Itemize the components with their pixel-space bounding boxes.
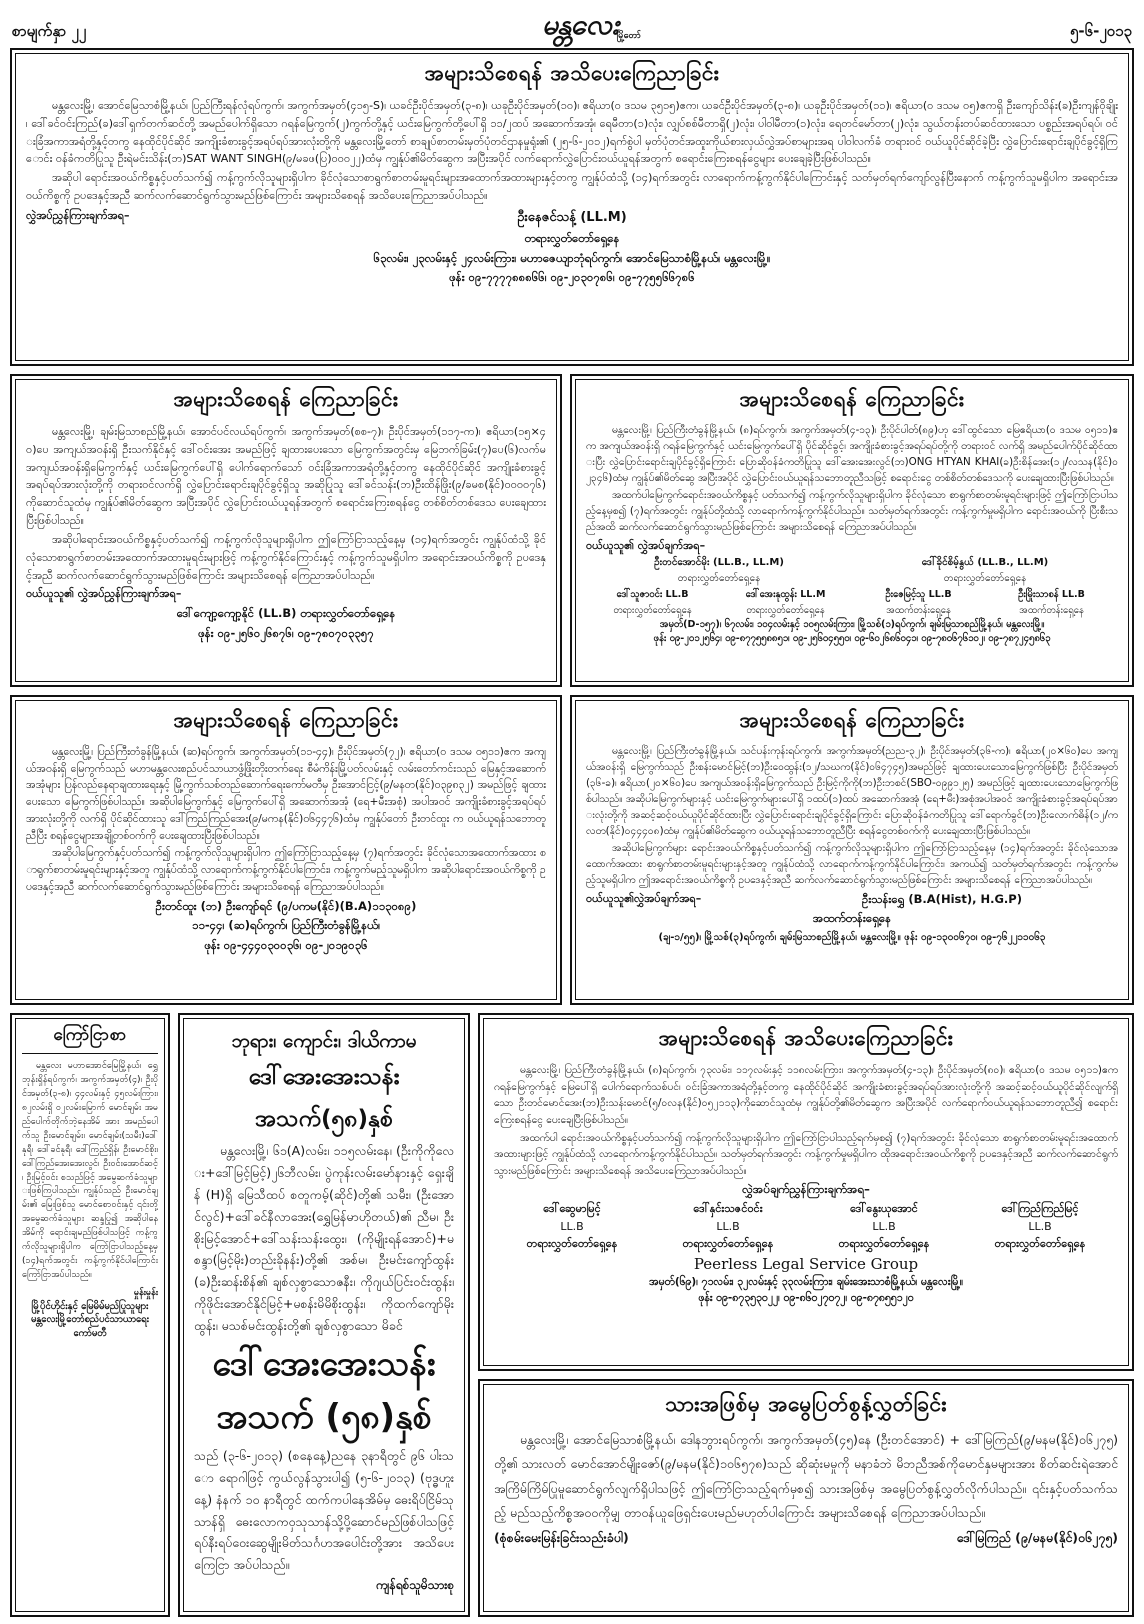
notice-announcement-4	[10, 695, 562, 1005]
lawyer-role: အထက်တန်းရှေ့နေ	[812, 911, 892, 926]
deceased-age: အသက် (၅၈)နှစ်	[216, 1396, 432, 1437]
notice-paragraph: အဆိုပါရောင်းအဝယ်ကိစ္စနှင့်ပတ်သက်၍ ကန့်ကွက်လိုသူများရှိပါက ဤကြော်ငြာသည့်နေ့မှ (၁၄)ရက်အတွင်း ကျွန်ုပ်ထံသို့ ခိုင်လုံသောစာရွက်စာတမ်းအထောက်အထားမူရင်းများဖြင့် ကန့်ကွက်နိုင်ကြောင်းနှင့် ကန့်ကွက်သူမရှိပါက အရောင်းအဝယ်ကိစ္စကို ဥပဒေနှင့်အညီ ဆက်လက်ဆောင်ရွက်သွားမည်ဖြစ်ကြောင်း အများသိစေရန် ကြေညာအပ်ပါသည်။	[26, 532, 546, 582]
instruction-label: လွှဲအပ်ညွှန်ကြားချက်အရ–	[26, 208, 130, 222]
signer-name: ဦးတင်ထူး (ဘ) ဦးကျော်ရင် (၉/ပကမ(နိုင်)(B.A)၁၁၃၀၈၉)	[155, 898, 417, 913]
obituary-funeral-paragraph: သည် (၃-၆-၂၀၁၃) (စနေနေ့)ညနေ ၃နာရီတွင် ၉၆ ပါးသော ရောဂါဖြင့် ကွယ်လွန်သွားပါ၍ (၅-၆-၂၀၁၃) (ဗုဒ္ဓဟူးနေ့) နံနက် ၁၀ နာရီတွင် ထက်ကပါနေအိမ်မှ ဓေးရိပ်ငြိမ်သုသာန်ရှိ ဓေးလောကဝှသုသာန်သို့ပို့ဆောင်မည်ဖြစ်ပါသဖြင့် ရပ်နီးရပ်ဝေးဆွေမျိုးမိတ်သင်္ဂဟအပေါင်းတို့အား အသိပေးကြေငြာ အပ်ပါသည်။	[194, 1447, 454, 1573]
lawyer-role: တရားလွှတ်တော်ရှေ့နေ	[524, 230, 620, 245]
notice-paragraph: မန္တလေးမြို့၊ ပြည်ကြီးတံခွန်မြို့နယ်၊ သင်ပန်းကုန်းရပ်ကွက်၊ အကွက်အမှတ်(ညည-၃၂)၊ ဦးပိုင်အမှတ်(၃၆-က)၊ ဧရိယာ(၂၀×၆၀)ပေ အကျယ်အဝန်းရှိ မြေကွက်သည် ဦးစန်းမောင်မြင့်(ဘ)ဦးဝေထွန်း(၁၂/သဃက(နိုင်)၀၆၄၇၄၅)အမည်ဖြင့် ချထားပေးသောမြေကွက်ဖြစ်ပြီး ဦးပိုင်အမှတ်(၃၆-ခ)၊ ဧရိယာ(၂၀×၆၀)ပေ အကျယ်အဝန်းရှိမြေကွက်သည် ဦးမြင့်ကိုကို(ဘ)ဦးဘစင်(SBO-၀၉၉၁၂၅) အမည်ဖြင့် ချထားပေးသောမြေကွက်ဖြစ်ပါသည်။ အဆိုပါမြေကွက်များနှင့် ယင်းမြေကွက်များပေါ်ရှိ ၁ထပ်(၁)ထပ် အဆောက်အအုံ (ရေ+မီး)အစုံအပါအဝင် အကျိုးခံစားခွင့်အရပ်ရပ်အားလုံးတို့ကို အဆင့်ဆင့်ဝယ်ယူပိုင်ဆိုင်ထားပြီး လွှဲပြောင်းရောင်းချပိုင်ခွင့်ရှိကြောင်း ပြောဆိုဝန်ခံကတိပြုသူ ဒေါ်ရောက်ခွင်(ဘ)ဦးလောက်ဓိန်(၁၂/ကလတ(နိုင်)၀၄၄၄၀၈)ထံမှ ကျွန်ုပ်၏မိတ်ဆွေက ဝယ်ယူရန်သဘောတူညီပြီး စရန်ငွေတစ်ဝက်ကို ပေးချေထားပြီးဖြစ်ပါသည်။	[586, 745, 1118, 837]
issue-date: ၅-၆-၂၀၁၃	[1069, 22, 1132, 40]
signer-phone: ဖုန်း ၀၉-၄၄၄၀၃၀၀၃၆၊ ၀၉-၂၀၁၉၀၃၆	[204, 937, 368, 952]
masthead	[10, 6, 1134, 46]
notice-paragraph: အထက်ပါ ရောင်းအဝယ်ကိစ္စနှင့်ပတ်သက်၍ ကန့်ကွက်လိုသူများရှိပါက ဤကြော်ငြာပါသည့်ရက်မှစ၍ (၇)ရက်အတွင်း ခိုင်လုံသော စာရွက်စာတမ်းမူရင်းအထောက်အထားများဖြင့် ကျွန်ုပ်ထံသို့ လာရောက်ကန့်ကွက်နိုင်ပါသည်။ သတ်မှတ်ရက်အတွင်း ကန့်ကွက်မှုမရှိပါက ထိုအရောင်းအဝယ်ကိစ္စကို ဥပဒေနှင့်အညီ ဆက်လက်ဆောင်ရွက်သွားမည်ဖြစ်ကြောင်း အများသိစေရန် အသိပေးကြေညာအပ်ပါသည်။	[494, 1131, 1118, 1177]
inquiry-note: (စုံစမ်းမေးမြန်းခြင်းသည်းခံပါ)	[494, 1529, 629, 1545]
newspaper-logo	[480, 6, 680, 42]
signer-organization: မြို့ပိုင်ဟိုင်းနှင့် မြေမိမ်မည်ပြုသူများ မန္တလေးမြို့တော်စည်ပင်သာယာရေးကော်မတီ	[30, 1301, 150, 1339]
notice-paragraph: မန္တလေးမြို့၊ ပြည်ကြီးတံခွန်မြို့နယ်၊ (ဆ)ရပ်ကွက်၊ အကွက်အမှတ်(၁၁-၄၄)၊ ဦးပိုင်အမှတ်(၇၂)၊ ဧရိယာ(၀ ဒသမ ၀၅၁၁)ဧက အကျယ်အဝန်းရှိ မြေကွက်သည် မဟာမန္တလေးစည်ပင်သာယာဖွံ့ဖြိုးတိုးတက်ရေး စီမံကိန်းမြို့ပတ်လမ်းနှင့် လမ်းတော်ကင်းသည် မြေနှင့်အဆောက်အအုံများ ပြန်လည်နေရာချထားရေးနှင့် မြို့ကွက်သစ်တည်ဆောက်ရေးကော်မတီမှ ဦးအောင်ငြင့်(၉/မနတ(နိုင်)၀၃၉၈၃၂) အမည်ဖြင့် ချထားပေးသော မြေကွက်ဖြစ်ပါသည်။ အဆိုပါမြေကွက်နှင့် မြေကွက်ပေါ်ရှိ အဆောက်အအုံ (ရေ+မီးအစုံ) အပါအဝင် အကျိုးခံစားခွင့်အရပ်ရပ်အားလုံးတို့ကို လက်ရှိ ပိုင်ဆိုင်ထားသူ ဒေါ်ကြည်ကြည်အေး(၉/မကန(နိုင်)၀၆၄၄၇၆)ထံမှ ကျွန်ုပ်တော် ဦးတင်ထူး က ဝယ်ယူရန်သဘောတူညီပြီး စရန်ငွေများအချို့တစ်ဝက်ကို ပေးချေထားပြီးဖြစ်ပါသည်။	[26, 746, 546, 842]
lawyer-phone: ဖုန်း ၀၉-၂၀၁၂၅၆၄၊ ၀၉-၈၇၇၅၅၈၈၅၁၊ ၀၉-၂၅၆၀၄၅၅၀၊ ၀၉-၆၀၂၆၈၆၀၄၁၊ ၀၉-၇၈၀၆၇၆၁၀၂၊ ၀၉-၇၈၇၂၄၅၈၆၃	[653, 632, 1051, 644]
lawyer-phone: ဖုန်း ၀၉-၈၇၃၅၃၀၂၂၊ ၀၉-၈၆၀၂၇၀၇၂၊ ၀၉-၈၇၈၅၅၁၂၀	[698, 1291, 914, 1304]
legal-group-name: Peerless Legal Service Group	[693, 1254, 919, 1273]
notice-advertisement	[10, 1013, 170, 1617]
lawyer-entry: ဒေါ်ကြည်ကြည်မြင့် LL.B တရားလွှတ်တော်ရှေ့နေ	[994, 1202, 1086, 1251]
lawyer-phone: ဖုန်း ၀၉-၂၅၆၀၂၆၈၇၆၊ ၀၉-၇၈၀၇၀၃၃၅၇	[198, 625, 374, 640]
lawyer-entry: ဒေါ်အေးနုထွန်း LL.M တရားလွှတ်တော်ရှေ့နေ	[745, 589, 826, 616]
lawyer-entry: ဦးဇေမြင့်သူ LL.B အထက်တန်းရှေ့နေ	[885, 589, 952, 616]
notice-disinheritance	[478, 1379, 1134, 1617]
lawyer-entry: ဒေါ်နှင်းသဇင်ဝင်း LL.B တရားလွှတ်တော်ရှေ့နေ	[682, 1202, 774, 1251]
notice-title: အများသိစေရန် ကြေညာခြင်း	[739, 387, 965, 411]
deceased-name-header: ဒေါ်အေးအေးသန်း	[248, 1064, 400, 1091]
instruction-label: လွှဲအပ်ချက်ညွှန်ကြားချက်အရ–	[742, 1182, 870, 1197]
page-number: စာမျက်နှာ ၂၂	[12, 22, 87, 40]
notice-paragraph: မန္တလေးမြို့၊ ပြည်ကြီးတံခွန်မြို့နယ်၊ (၈)ရပ်ကွက်၊ ၇၃လမ်း၊ ၁၁၇လမ်းနှင့် ၁၁၈လမ်းကြား၊ အကွက်အမှတ်(၄-၁၃)၊ ဦးပိုင်အမှတ်(၈၀)၊ ဧရိယာ(၀ ဒသမ ၀၅၁၁)ဧက ဂရန်မြေကွက်နှင့် မြေပေါ်ရှိ ပေါက်ရောက်သစ်ပင်၊ ဝင်းခြံအကာအရံတို့နှင့်တကွ နေထိုင်ပိုင်ဆိုင် အကျိုးခံစားခွင့်အရပ်ရပ်အားလုံးတို့ကို အဆင့်ဆင့်ဝယ်ယူပိုင်ဆိုင်လျက်ရှိသော ဦးတင်မောင်အေး(ဘ)ဦးသန်းမောင်(၅/ဝလန(နိုင်)၀၅၂၁၁၃)ကိုဆောင်သူထံမှ ကျွန်ုပ်တို့၏မိတ်ဆွေက အပြီးအပိုင် လက်ရောက်ဝယ်ယူရန်သဘောတူညီ၍ စရောင်းကြေးစရန်ငွေ ပေးချေပြီးဖြစ်ပါသည်။	[494, 1064, 1118, 1126]
notice-title: ကြော်ငြာစာ	[22, 1024, 158, 1054]
notice-paragraph: အဆိုပါမြေကွက်နှင့်ပတ်သက်၍ ကန့်ကွက်လိုသူများရှိပါက ဤကြော်ငြာသည့်နေ့မှ (၇)ရက်အတွင်း ခိုင်လုံသောအထောက်အထား စာရွက်စာတမ်းမူရင်းများနှင့်အတူ ကျွန်ုပ်ထံသို့ လာရောက်ကန့်ကွက်နိုင်ပါကြောင်း၊ ကန့်ကွက်မည့်သူမရှိပါက အဆိုပါရောင်းအဝယ်ကိစ္စကို ဥပဒေနှင့်အညီ ဆက်လက်ဆောင်ရွက်သွားမည်ဖြစ်ကြောင်း အများသိစေရန် ကြေညာအပ်ပါသည်။	[26, 847, 546, 893]
notice-paragraph: အဆိုပါမြေကွက်များ ရောင်းအဝယ်ကိစ္စနှင့်ပတ်သက်၍ ကန့်ကွက်လိုသူများရှိပါက ဤကြော်ငြာသည့်နေ့မှ (၁၄)ရက်အတွင်း ခိုင်လုံသောအထောက်အထား စာရွက်စာတမ်းမူရင်းများနှင့်အတူ ကျွန်ုပ်ထံသို့ လာရောက်ကန့်ကွက်နိုင်ပါကြောင်း၊ အကယ်၍ သတ်မှတ်ရက်အတွင်း ကန့်ကွက်မည့်သူမရှိပါက ဤအရောင်းအဝယ်ကိစ္စကို ဥပဒေနှင့်အညီ ဆက်လက်ဆောင်ရွက်သွားမည်ဖြစ်ကြောင်း အများသိစေရန် ကြေညာအပ်ပါသည်။	[586, 841, 1118, 886]
notice-announcement-5	[570, 695, 1134, 1005]
instruction-label: ဝယ်ယူသူ၏လွှဲအပ်ချက်အရ–	[586, 891, 702, 905]
family-signature: ကျန်ရစ်သူမိသားစု	[375, 1578, 454, 1593]
obituary-title-line: ဘုရား၊ ကျောင်း၊ ဒါယိကာမ	[231, 1030, 417, 1052]
notice-paragraph: မန္တလေးမြို့၊ ပြည်ကြီးတံခွန်မြို့နယ်၊ (၈)ရပ်ကွက်၊ အကွက်အမှတ်(၄-၁၃)၊ ဦးပိုင်ပါတ်(၈၉)ဟု ဒေါ်ထွင်သော မြေဧရိယာ(၀ ဒသမ ၀၅၁၁)ဧက အကျယ်အဝန်းရှိ ဂရန်မြေကွက်နှင့် ယင်းမြေကွက်ပေါ်ရှိ ပိုင်ဆိုင်ခွင့်၊ အကျိုးခံစားခွင့်အရပ်ရပ်တို့ကို တရားဝင် လက်ရှိ အမည်ပေါက်ပိုင်ဆိုင်ထားပြီး လွှဲပြောင်းရောင်းချပိုင်ခွင့်ရှိကြောင်း ပြောဆိုဝန်ခံကတိပြုသူ ဒေါ်အေးအေးလွင်(ဘ)ONG HTYAN KHAI(ခ)ဦးစိန်အေး(၁၂/လသန(နိုင်)၀၂၃၄၆)ထံမှ ကျွန်ုပ်၏မိတ်ဆွေ အပြီးအပိုင် လွှဲပြောင်းဝယ်ယူရန်သဘောတူညီသဖြင့် စရောင်းငွေ တစ်စိတ်တစ်ဒေသကို ပေးချေထားပြီးဖြစ်ပါသည်။	[586, 424, 1118, 484]
lawyer-address: (ချ-၁/၅၅)၊ မြို့သစ်(၃)ရပ်ကွက်၊ ချမ်းမြသာစည်မြို့နယ်၊ မန္တလေးမြို့။ ဖုန်း ၀၉-၁၃၀၀၆၇၀၊ ၀၉-၇၆၂၂၁၁၀၆၃	[658, 931, 1046, 943]
lawyer-address: အမှတ်(၆၉)၊ ၇၁လမ်း၊ ၃၂လမ်းနှင့် ၃၃လမ်းကြား၊ ချမ်းအေးသာစံမြို့နယ်၊ မန္တလေးမြို့။	[648, 1275, 964, 1288]
signer-address: ၁၁-၄၄၊ (ဆ)ရပ်ကွက်၊ ပြည်ကြီးတံခွန်မြို့နယ်၊	[191, 918, 381, 933]
notice-announcement-3	[570, 374, 1134, 687]
notice-paragraph: အဆိုပါ ရောင်းအဝယ်ကိစ္စနှင့်ပတ်သက်၍ ကန့်ကွက်လိုသူများရှိပါက ခိုင်လုံသောစာရွက်စာတမ်းမူရင်းများအထောက်အထားများနှင့်တကွ ကျွန်ုပ်ထံသို့ (၁၄)ရက်အတွင်း လာရောက်ကန့်ကွက်နိုင်ပါကြောင်းနှင့် သတ်မှတ်ရက်ကျော်လွန်ပြီးနောက် ကန့်ကွက်သူမရှိပါက အရောင်းအဝယ်ကိစ္စကို ဥပဒေနှင့်အညီ ဆက်လက်ဆောင်ရွက်သွားမည်ဖြစ်ကြောင်း အများသိစေရန် အသိပေးကြေညာအပ်ပါသည်။	[26, 171, 1118, 203]
lawyer-name: ဦးသန်းရွှေ (B.A(Hist), H.G.P)	[862, 891, 1022, 906]
notice-public-announcement-8	[478, 1013, 1134, 1371]
lawyer-entry: ဒေါ်နွေးယုအောင် LL.B တရားလွှတ်တော်ရှေ့နေ	[838, 1202, 930, 1251]
lawyer-entry: ဒေါ်ခိုင်စိမ့်နွယ် (LL.B., LL.M) တရားလွှတ်တော်ရှေ့နေ	[921, 557, 1049, 585]
signer-name: မှုန်းမှုန်း	[133, 1288, 158, 1298]
lawyer-name: ဦးနေဇင်သန့် (LL.M)	[517, 209, 627, 225]
logo-text: မန္တလေး	[541, 8, 619, 41]
deceased-age-header: အသက်(၅၈)နှစ်	[255, 1105, 393, 1132]
notice-paragraph: မန္တလေးမြို့၊ အောင်မြေသာစံမြို့နယ်၊ ပြည်ကြီးရန်လုံရပ်ကွက်၊ အကွက်အမှတ်(၄၁၅-S)၊ ယခင်ဦးပိုင်အမှတ်(၃-၈)၊ ယခုဦးပိုင်အမှတ်(၁၀)၊ ဧရိယာ(၀ ဒသမ ၃၅၁၅)ဧက၊ ယခင်ဦးပိုင်အမှတ်(၃-၈)၊ ယခုဦးပိုင်အမှတ်(၁၁)၊ ဧရိယာ(၀ ဒသမ ၀၅)ဧကရှိ ဦးကျော်သိန်း(ခ)ဦးကျန်ဝိုချိုး၊ ဒေါ်ခင်ဝင်းကြည်(ခ)ဒေါ်ရှက်တက်ဆင်တို့ အမည်ပေါက်ရှိသော ဂရန်မြေကွက်(၂)ကွက်တို့နှင့် ယင်းမြေကွက်တို့ပေါ်ရှိ ၁၁/၂ထပ် အဆောက်အအုံ၊ ရေမီတာ(၁)လုံး၊ လျှပ်စစ်မီတာရှိ(၂)လုံး၊ ပါဝါမီတာ(၁)လုံး၊ ရေတင်မော်တာ(၂)လုံး၊ သွယ်တန်းတပ်ဆင်ထားသော ပစ္စည်းအရပ်ရပ်၊ ဝင်းခြံအကာအရံတို့နှင့်တကွ နေထိုင်ပိုင်ဆိုင် အကျိုးခံစားခွင့်အရပ်ရပ်အားလုံးတို့ကို မန္တလေးမြို့တော် စာချုပ်စာတမ်းမှတ်ပုံတင်ဌာနမှုရုံး၏ (၂၅-၆-၂၀၁၂)ရက်စွဲပါ မှတ်ပုံတင်အထူးကိုယ်စားလှယ်လွှဲအပ်စာများအရ ပါဝါလက်ခံ တရားဝင် ဝယ်ယူပိုင်ဆိုင်ခဲ့ပြီး လွှဲပြောင်းရောင်းချပိုင်ခွင့်ရှိကြောင်း ဝန်ခံကတိပြုသူ ဦးရဲမင်းသိန်း(ဘ)SAT WANT SINGH(၉/မခဖ(ပြ)၀၀၀၂၂)ထံမှ ကျွန်ုပ်၏မိတ်ဆွေက အပြီးအပိုင် လက်ရောက်လွှဲပြောင်းဝယ်ယူရန်အတွက် စရောင်းကြေးစရန်ငွေများ ပေးချေခဲ့ပြီးဖြစ်ပါသည်။	[26, 99, 1118, 166]
notice-title: သားအဖြစ်မှ အမွေပြတ်စွန့်လွှတ်ခြင်း	[665, 1392, 947, 1416]
notice-announcement-2	[10, 374, 562, 687]
lawyer-address: ၆၃လမ်း၊ ၂၃လမ်းနှင့် ၂၄လမ်းကြား၊ မဟာဇေယျာဘုံရပ်ကွက်၊ အောင်မြေသာစံမြို့နယ်၊ မန္တလေးမြို့။	[373, 250, 771, 265]
notice-paragraph: မန္တလေးမြို့၊ ချမ်းမြသာစည်မြို့နယ်၊ အောင်ပင်လယ်ရပ်ကွက်၊ အကွက်အမှတ်(စစ-၇)၊ ဦးပိုင်အမှတ်(၁၁၇-က)၊ ဧရိယာ(၁၅×၄၀)ပေ အကျယ်အဝန်းရှိ ဦးသက်နိုင်နှင့် ဒေါ်ဝင်းအေး အမည်ဖြင့် ချထားပေးသော မြေကွက်အတွင်းမှ မြေဘက်ခြမ်း(၇)ပေ(၆)လက်မ အကျယ်အဝန်းရှိမြေကွက်နှင့် ယင်းမြေကွက်ပေါ်ရှိ ပေါက်ရောက်သော် ဝင်းခြံအကာအရံတို့နှင့်တကွ နေထိုင်ပိုင်ဆိုင် အကျိုးခံစားခွင့် အရပ်ရပ်အားလုံးတို့ကို တရားဝင်လက်ရှိ လွှဲပြောင်းရောင်းချပိုင်ခွင့်ရှိသူ အဆိုပြုသူ ဒေါ်ခင်သန်း(ဘ)ဦးထိန်ဖြိုး(၉/ခမစ(နိုင်)၀၀၀၀၇၆)ကိုဆောင်သူထံမှ ကျွန်ုပ်၏မိတ်ဆွေက အပြီးအပိုင် လွှဲပြောင်းဝယ်ယူရန်အတွက် စရောင်းကြေးစရန်ငွေ တစ်စိတ်တစ်ဒေသ ပေးချေထားပြီးဖြစ်ပါသည်။	[26, 425, 546, 528]
lawyer-entry: ဒေါ်သူဇာဝင်း LL.B တရားလွှတ်တော်ရှေ့နေ	[613, 589, 692, 616]
notice-title: အများသိစေရန် ကြေညာခြင်း	[739, 708, 965, 732]
notice-title: အများသိစေရန် အသိပေးကြေညာခြင်း	[424, 61, 720, 85]
signer-name: ဒေါ်မြကြည် (၉/မနမ(နိုင်)၀၆၂၇၅)	[956, 1529, 1118, 1545]
lawyer-phone: ဖုန်း ၀၉-၇၇၇၇၈၈၈၆၆၊ ၀၉-၂၀၃၀၇၈၆၊ ၀၉-၇၇၅၅၆၆၇၈၆	[449, 270, 695, 285]
instruction-label: ဝယ်ယူသူ၏ လွှဲအပ်ညွှန်ကြားချက်အရ–	[26, 587, 182, 601]
notice-paragraph: အထက်ပါမြေကွက်ရောင်းအဝယ်ကိစ္စနှင့် ပတ်သက်၍ ကန့်ကွက်လိုသူများရှိပါက ခိုင်လုံသော စာရွက်စာတမ်းမူရင်းများဖြင့် ဤကြော်ငြာပါသည့်နေ့မှစ၍ (၇)ရက်အတွင်း ကျွန်ုပ်တို့ထံသို့ လာရောက်ကန့်ကွက်နိုင်ပါသည်။ သတ်မှတ်ရက်အတွင်း ကန့်ကွက်မှုမရှိပါက ရောင်းအဝယ်ကို ပြီးစီးသည်အထိ ဆက်လက်ဆောင်ရွက်သွားမည်ဖြစ်ကြောင်း အများသိစေရန် ကြေညာအပ်ပါသည်။	[586, 488, 1118, 533]
lawyer-entry: ဦးတင်အောင်မိုး (LL.B., LL.M) တရားလွှတ်တော်ရှေ့နေ	[654, 557, 784, 585]
logo-subtext: မြို့တော်	[616, 31, 640, 41]
notice-title: အများသိစေရန် အသိပေးကြေညာခြင်း	[658, 1026, 954, 1050]
notice-paragraph: မန္တလေး မဟာအောင်မြေမြို့နယ်၊ ရွှေဘုန်းရှိန်ရပ်ကွက်၊ အကွက်အမှတ်(၄)၊ ဦးပိုင်အမှတ်(၃-၈)၊ ၄၄လမ်းနှင့် ၄၅လမ်းကြား၊ ၈၂လမ်းရှိ ဝ၂လမ်းမြောက် မောင်ချမ်း အမည်ပေါက်တိုက်ဘဲ့နေအိမ် အား အမည်ပေါက်သူ ဦးမောင်ချမ်း၊ မောင်ချမ်း(သမီး)ဒေါ်နုရီ၊ ဒေါ်ခင်နုရီ၊ ဒေါ်ကြည်ရှိန်၊ ဦးမောင်စိုး၊ ဒေါ်ကြည်အေးအေးလွင်၊ ဦးဝင်းအောင်ဆင့်၊ ဦးမြင့်ဝင်း စသည်ဖြင့် အမွေဆက်ခံသူများဖြစ်ကြပါသည်။ ကျွန်ုပ်သည် ဦးမောင်ချမ်း၏ မြေးဖြစ်သူ မောင်စောဝင်းနှင့် ၎င်းတို့အမွေဆက်ခံသူများ ဆန္ဒပြု၍ အဆိုပါနေအိမ်ကို ရောင်းချမည်ဖြစ်ပါသဖြင့် ကန့်ကွက်လိုသူများရှိပါက ကြော်ငြာပါသည့်နေ့မှ (၁၄)ရက်အတွင်း ကန့်ကွက်နိုင်ပါကြောင်း ကြော်ငြာအပ်ပါသည်။	[22, 1061, 158, 1281]
notice-title: အများသိစေရန် ကြေညာခြင်း	[173, 387, 399, 411]
deceased-name: ဒေါ်အေးအေးသန်း	[212, 1343, 436, 1384]
lawyer-address: အမှတ်(D-၁၅၇)၊ ၆၇လမ်း၊ ၁၀၄လမ်းနှင့် ၁၀၅လမ်းကြား၊ မြို့သစ်(၁)ရပ်ကွက်၊ ချမ်းမြသာစည်မြို့နယ်၊ မန္တလေးမြို့။	[659, 618, 1045, 630]
notice-paragraph: မန္တလေးမြို့၊ အောင်မြေသာစံမြို့နယ်၊ ဒေါနဘွားရပ်ကွက်၊ အကွက်အမှတ်(၄၅)နေ (ဦးတင်အောင်) + ဒေါ်မြကြည်(၉/မနမ(နိုင်)၀၆၂၇၅)တို့၏ သားလတ် မောင်အောင်မျိုးဇော်(၉/မနမ(နိုင်)၁၀၆၅၇၈)သည် ဆိုဆုံးမမှုကို မနာခံဘဲ မိဘညီအစ်ကိုမောင်နှမများအား စိတ်ဆင်းရဲအောင် အကြိမ်ကြိမ်ပြုမူဆောင်ရွက်လျက်ရှိပါသဖြင့် ဤကြော်ငြာသည့်ရက်မှစ၍ သားအဖြစ်မှ အမွေပြတ်စွန့်လွှတ်လိုက်ပါသည်။ ၎င်းနှင့်ပတ်သက်သည့် မည်သည့်ကိစ္စအဝဝကိုမျှ တာဝန်ယူဖြေရှင်းပေးမည်မဟုတ်ပါကြောင်း အများသိစေရန် ကြေညာအပ်ပါသည်။	[494, 1432, 1118, 1521]
obituary-family-paragraph: မန္တလေးမြို့၊ ၆၁(A)လမ်း၊ ၁၁၅လမ်းနေ၊ (ဦးကိုကိုလေး+ဒေါ်မြင့်မြင့်)၂၆ဘီလမ်း၊ ပွဲကုန်းလမ်းမော်နားနှင့် ရှေးချိန် (H)ရှိ မြေသီထပ် စတူကမ့်(ဆိုင်)တို့၏ သမီး၊ (ဦးအောင်လွင်)+ဒေါ်ခင်နီလာအေး(ရွှေမြန်မာဟိုတယ်)၏ ညီမ၊ ဦးစိုးမြင့်အောင်+ဒေါ်သန်းသန်းထွေး၊ (ကိုမျိုးရန်အောင်)+မစန္ဒာ(မြင့်မိုး)တည်းခိုနန်း)တို့၏ အစ်မ၊ ဦးမင်းကျော်ထွန်း(ခ)ဦးဆန်းစိန်၏ ချစ်လှစွာသောဇနီး၊ ကိုဂျယ်ပြင်းဝင်းထွန်း၊ ကိုဖိုင်းအောင်နိုင်မြင့်+မစန်းမိမိစိုးထွန်း၊ ကိုထက်ကျော်မိုးထွန်း၊ မသစ်မင်းထွန်းတို့၏ ချစ်လှစွာသော မိခင်	[194, 1143, 454, 1334]
lawyer-entry: ဦးမြိုးသာစန် LL.B အထက်တန်းရှေ့နေ	[1018, 589, 1085, 616]
lawyer-name: ဒေါ်ကျော့ကျော့နိုင် (LL.B) တရားလွှတ်တော်ရှေ့နေ	[176, 606, 396, 620]
instruction-label: ဝယ်ယူသူ၏ လွှဲအပ်ချက်အရ–	[586, 538, 706, 552]
notice-public-announcement-1	[10, 48, 1134, 366]
obituary-notice	[178, 1013, 470, 1617]
notice-title: အများသိစေရန် ကြေညာခြင်း	[173, 708, 399, 732]
lawyer-entry: ဒေါ်ဆွေမာမြင့် LL.B တရားလွှတ်တော်ရှေ့နေ	[526, 1202, 618, 1251]
